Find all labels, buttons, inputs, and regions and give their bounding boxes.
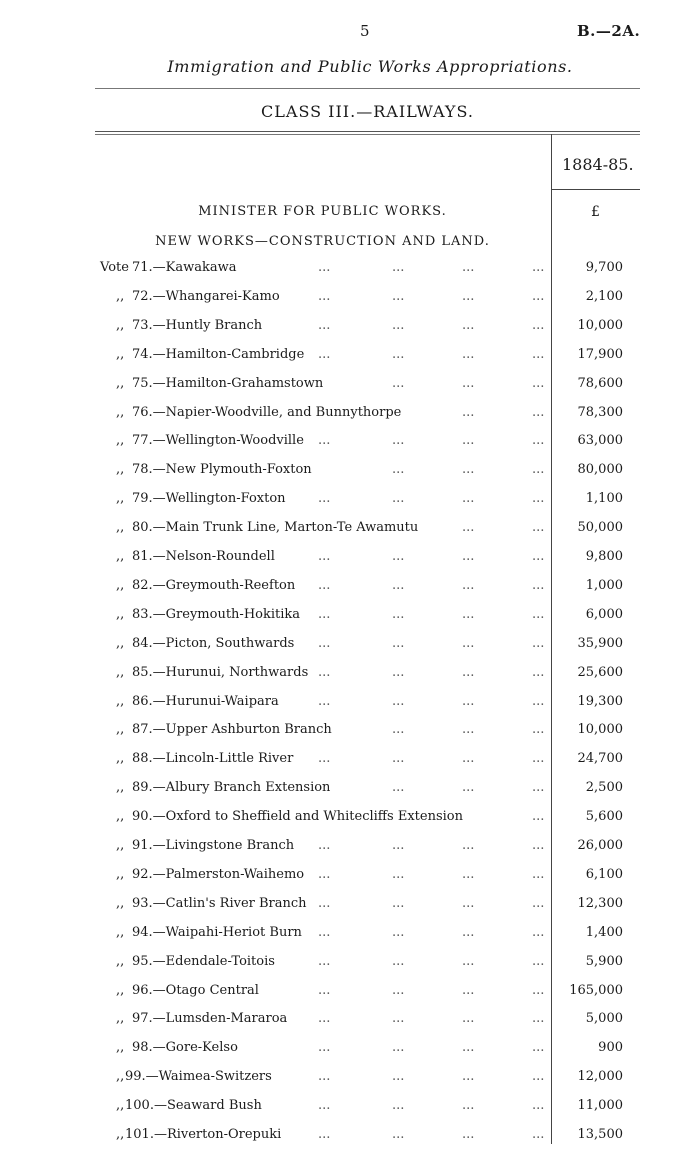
vote-label: 78.—New Plymouth-Foxton [132,462,312,478]
leader-dots: ... ... ... ... [318,635,545,651]
vote-amount: 6,100 [585,866,623,882]
vote-prefix: ,, [116,722,125,738]
vote-label: 84.—Picton, Southwards [132,635,295,651]
leader-dots: ... [532,809,545,825]
vote-amount: 1,100 [585,491,623,507]
table-row [0,405,700,434]
leader-dots: ... ... ... [392,780,545,796]
vote-label: 97.—Lumsden-Mararoa [132,1011,288,1027]
leader-dots: ... ... ... ... [318,1127,545,1142]
vote-label: 83.—Greymouth-Hokitika [132,606,301,622]
divider [95,134,640,135]
vote-prefix: ,, [116,288,125,304]
vote-amount: 78,300 [577,404,623,420]
vote-prefix: ,, [116,317,125,333]
table-row [0,607,700,636]
leader-dots: ... ... ... ... [318,1098,545,1114]
vote-prefix: ,, [116,838,125,853]
leader-dots: ... ... ... ... [318,491,545,507]
table-row [0,433,700,462]
vote-amount: 1,000 [585,577,623,593]
table-row [0,520,700,549]
vote-amount: 50,000 [577,520,623,536]
vote-prefix: ,, [116,1127,125,1142]
vote-prefix: ,, [116,404,125,420]
divider [95,131,640,132]
vote-amount: 78,600 [577,375,623,391]
table-row [0,867,700,896]
table-row [0,462,700,491]
vote-amount: 165,000 [569,982,623,998]
vote-amount: 24,700 [577,751,623,767]
table-row [0,289,700,318]
vote-label: 80.—Main Trunk Line, Marton-Te Awamutu [132,520,419,536]
leader-dots: ... ... ... ... [318,982,545,998]
leader-dots: ... ... ... ... [318,260,545,275]
vote-amount: 5,900 [585,953,623,969]
leader-dots: ... ... ... ... [318,288,545,304]
vote-prefix: ,, [116,433,125,449]
vote-amount: 63,000 [577,433,623,449]
vote-label: 91.—Livingstone Branch [132,838,295,853]
leader-dots: ... ... ... ... [318,1040,545,1056]
table-row [0,751,700,780]
currency-symbol: £ [591,204,600,220]
table-row [0,722,700,751]
vote-amount: 80,000 [577,462,623,478]
vote-prefix: ,, [116,1069,125,1085]
table-row [0,694,700,723]
leader-dots: ... ... [462,404,545,420]
vote-label: 92.—Palmerston-Waihemo [132,866,305,882]
table-row [0,636,700,665]
vote-prefix: ,, [116,635,125,651]
vote-label: 100.—Seaward Bush [125,1098,262,1114]
vote-amount: 13,500 [577,1127,623,1142]
vote-label: 88.—Lincoln-Little River [132,751,294,767]
vote-amount: 10,000 [577,317,623,333]
vote-prefix: ,, [116,751,125,767]
class-title: CLASS III.—RAILWAYS. [261,102,474,121]
vote-amount: 26,000 [577,838,623,853]
vote-prefix: ,, [116,577,125,593]
vote-prefix: ,, [116,491,125,507]
vote-label: 89.—Albury Branch Extension [132,780,331,796]
vote-amount: 1,400 [585,924,623,940]
leader-dots: ... ... ... ... [318,693,545,709]
vote-amount: 35,900 [577,635,623,651]
vote-amount: 5,600 [585,809,623,825]
vote-prefix: ,, [116,375,125,391]
vote-amount: 9,800 [585,549,623,564]
vote-label: 75.—Hamilton-Grahamstown [132,375,324,391]
table-row [0,347,700,376]
vote-label: 96.—Otago Central [132,982,259,998]
vote-amount: 19,300 [577,693,623,709]
vote-amount: 2,100 [585,288,623,304]
leader-dots: ... ... ... ... [318,895,545,911]
table-row [0,665,700,694]
leader-dots: ... ... ... ... [318,664,545,680]
leader-dots: ... ... ... ... [318,924,545,940]
vote-label: 90.—Oxford to Sheffield and Whitecliffs Extension [132,809,463,825]
vote-label: 94.—Waipahi-Heriot Burn [132,924,302,940]
leader-dots: ... ... ... ... [318,1069,545,1085]
vote-prefix: ,, [116,664,125,680]
subsection-title: NEW WORKS—CONSTRUCTION AND LAND. [155,234,490,249]
leader-dots: ... ... ... ... [318,317,545,333]
vote-amount: 5,000 [585,1011,623,1027]
leader-dots: ... ... ... ... [318,838,545,853]
document-reference: B.—2A. [577,22,641,40]
leader-dots: ... ... ... ... [318,346,545,362]
vote-prefix: ,, [116,809,125,825]
vote-label: 76.—Napier-Woodville, and Bunnythorpe [132,404,402,420]
table-row [0,1011,700,1040]
leader-dots: ... ... ... ... [318,751,545,767]
divider [551,189,640,190]
vote-prefix: ,, [116,924,125,940]
vote-prefix: ,, [116,346,125,362]
vote-amount: 10,000 [577,722,623,738]
vote-label: 71.—Kawakawa [132,260,237,275]
table-row [0,260,700,289]
leader-dots: ... ... ... [392,462,545,478]
leader-dots: ... ... ... [392,722,545,738]
vote-label: 73.—Huntly Branch [132,317,263,333]
leader-dots: ... ... ... ... [318,549,545,564]
section-title: MINISTER FOR PUBLIC WORKS. [198,204,447,219]
table-row [0,578,700,607]
year-column-header: 1884-85. [562,155,634,174]
vote-prefix: ,, [116,1011,125,1027]
vote-label: 93.—Catlin's River Branch [132,895,307,911]
table-row [0,780,700,809]
table-row [0,1098,700,1127]
vote-prefix: ,, [116,462,125,478]
vote-prefix: ,, [116,895,125,911]
vote-label: 99.—Waimea-Switzers [125,1069,272,1085]
table-row [0,925,700,954]
vote-label: 81.—Nelson-Roundell [132,549,275,564]
vote-amount: 25,600 [577,664,623,680]
vote-prefix: ,, [116,1098,125,1114]
table-row [0,1040,700,1069]
leader-dots: ... ... ... ... [318,606,545,622]
vote-prefix: ,, [116,606,125,622]
vote-prefix: ,, [116,1040,125,1056]
vote-label: 79.—Wellington-Foxton [132,491,286,507]
vote-amount: 2,500 [585,780,623,796]
page-number: 5 [360,22,370,40]
leader-dots: ... ... ... [392,375,545,391]
vote-amount: 12,300 [577,895,623,911]
leader-dots: ... ... [462,520,545,536]
table-row [0,318,700,347]
table-row [0,954,700,983]
vote-prefix: ,, [116,520,125,536]
vote-prefix: ,, [116,780,125,796]
vote-prefix: ,, [116,953,125,969]
vote-prefix: ,, [116,693,125,709]
vote-amount: 12,000 [577,1069,623,1085]
leader-dots: ... ... ... ... [318,953,545,969]
vote-prefix: Vote [100,260,129,275]
table-row [0,491,700,520]
vote-label: 101.—Riverton-Orepuki [125,1127,282,1142]
vote-amount: 6,000 [585,606,623,622]
leader-dots: ... ... ... ... [318,577,545,593]
table-row [0,838,700,867]
divider [95,88,640,89]
vote-label: 87.—Upper Ashburton Branch [132,722,332,738]
table-row [0,376,700,405]
vote-prefix: ,, [116,982,125,998]
table-row [0,1127,700,1156]
table-row [0,809,700,838]
leader-dots: ... ... ... ... [318,1011,545,1027]
vote-amount: 900 [598,1040,623,1056]
vote-label: 98.—Gore-Kelso [132,1040,238,1056]
leader-dots: ... ... ... ... [318,866,545,882]
table-row [0,896,700,925]
vote-amount: 11,000 [577,1098,623,1114]
vote-label: 85.—Hurunui, Northwards [132,664,309,680]
vote-amount: 17,900 [577,346,623,362]
vote-prefix: ,, [116,866,125,882]
vote-label: 72.—Whangarei-Kamo [132,288,280,304]
vote-label: 86.—Hurunui-Waipara [132,693,279,709]
page-subtitle: Immigration and Public Works Appropriations. [167,57,573,76]
table-row [0,1069,700,1098]
vote-label: 95.—Edendale-Toitois [132,953,275,969]
vote-amount: 9,700 [585,260,623,275]
vote-label: 77.—Wellington-Woodville [132,433,304,449]
vote-label: 82.—Greymouth-Reefton [132,577,296,593]
vote-label: 74.—Hamilton-Cambridge [132,346,305,362]
table-row [0,983,700,1012]
leader-dots: ... ... ... ... [318,433,545,449]
vote-prefix: ,, [116,549,125,564]
table-row [0,549,700,578]
